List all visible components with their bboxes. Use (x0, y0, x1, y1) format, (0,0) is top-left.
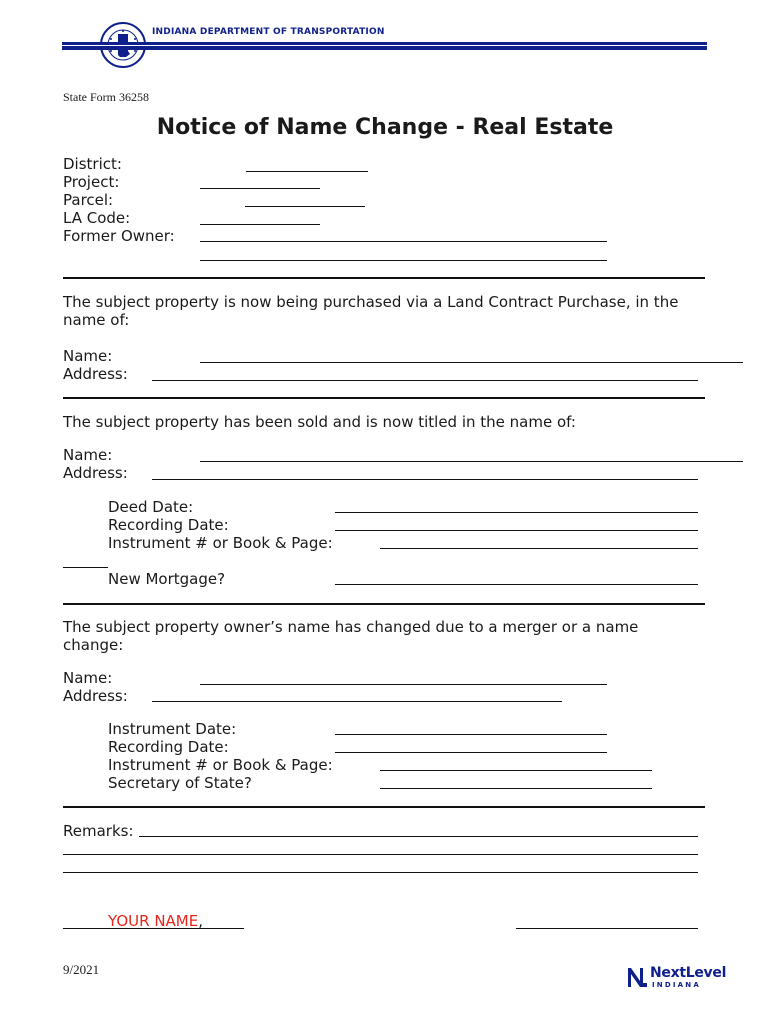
section1-address-field[interactable] (152, 380, 698, 381)
nextlevel-logo (626, 964, 726, 990)
section2-name-label: Name: (63, 446, 113, 464)
section3-address-label: Address: (63, 687, 128, 705)
section1-intro: The subject property is now being purchased via a Land Contract Purchase, in the (63, 293, 679, 311)
section3-recording-date-label: Recording Date: (108, 738, 229, 756)
your-name-field[interactable] (108, 912, 203, 930)
logo-sub-text: INDIANA (652, 981, 701, 989)
instrument-date-label: Instrument Date: (108, 720, 237, 738)
logo-main-text: NextLevel (650, 965, 727, 981)
remarks-field-3[interactable] (63, 872, 698, 873)
section3-address-field[interactable] (152, 701, 562, 702)
remarks-label: Remarks: (63, 822, 134, 840)
header-bar (62, 42, 707, 50)
la-code-field[interactable] (200, 224, 320, 225)
section3-instrument-label: Instrument # or Book & Page: (108, 756, 333, 774)
section-divider (63, 397, 705, 399)
project-field[interactable] (200, 188, 320, 189)
section-divider (63, 806, 705, 808)
section-divider (63, 277, 705, 279)
instrument-label: Instrument # or Book & Page: (108, 534, 333, 552)
instrument-field[interactable] (380, 548, 698, 549)
section1-intro-cont: name of: (63, 311, 130, 329)
section1-name-label: Name: (63, 347, 113, 365)
section1-name-field[interactable] (200, 362, 743, 363)
section3-intro-cont: change: (63, 636, 124, 654)
recording-date-field[interactable] (335, 530, 698, 531)
district-field[interactable] (246, 171, 368, 172)
your-name-text: YOUR NAME (108, 912, 199, 930)
parcel-field[interactable] (245, 206, 365, 207)
recording-date-label: Recording Date: (108, 516, 229, 534)
section3-instrument-field[interactable] (380, 770, 652, 771)
section3-name-label: Name: (63, 669, 113, 687)
new-mortgage-checkline[interactable] (63, 567, 108, 568)
footer-date: 9/2021 (63, 962, 100, 977)
deed-date-field[interactable] (335, 512, 698, 513)
section2-intro: The subject property has been sold and is now titled in the name of: (63, 413, 576, 431)
signature-comma: , (198, 912, 204, 930)
parcel-label: Parcel: (63, 191, 114, 209)
agency-name: INDIANA DEPARTMENT OF TRANSPORTATION (152, 27, 385, 37)
section2-address-field[interactable] (152, 479, 698, 480)
la-code-label: LA Code: (63, 209, 131, 227)
section3-recording-date-field[interactable] (335, 752, 607, 753)
date-signature-line[interactable] (516, 928, 698, 929)
former-owner-field[interactable] (200, 241, 607, 242)
page-title: Notice of Name Change - Real Estate (156, 115, 614, 140)
former-owner-label: Former Owner: (63, 227, 175, 245)
section1-address-label: Address: (63, 365, 128, 383)
district-label: District: (63, 155, 122, 173)
project-label: Project: (63, 173, 120, 191)
former-owner-field-2[interactable] (200, 260, 607, 261)
instrument-date-field[interactable] (335, 734, 607, 735)
secretary-of-state-label: Secretary of State? (108, 774, 252, 792)
section2-name-field[interactable] (200, 461, 743, 462)
new-mortgage-label: New Mortgage? (108, 570, 226, 588)
section3-intro: The subject property owner’s name has changed due to a merger or a name (63, 618, 639, 636)
secretary-of-state-field[interactable] (380, 788, 652, 789)
deed-date-label: Deed Date: (108, 498, 194, 516)
nextlevel-mark-icon (626, 965, 648, 989)
new-mortgage-field[interactable] (335, 584, 698, 585)
remarks-field-2[interactable] (63, 854, 698, 855)
section2-address-label: Address: (63, 464, 128, 482)
section3-name-field[interactable] (200, 684, 607, 685)
remarks-field[interactable] (139, 836, 698, 837)
section-divider (63, 603, 705, 605)
form-number: State Form 36258 (63, 90, 149, 104)
